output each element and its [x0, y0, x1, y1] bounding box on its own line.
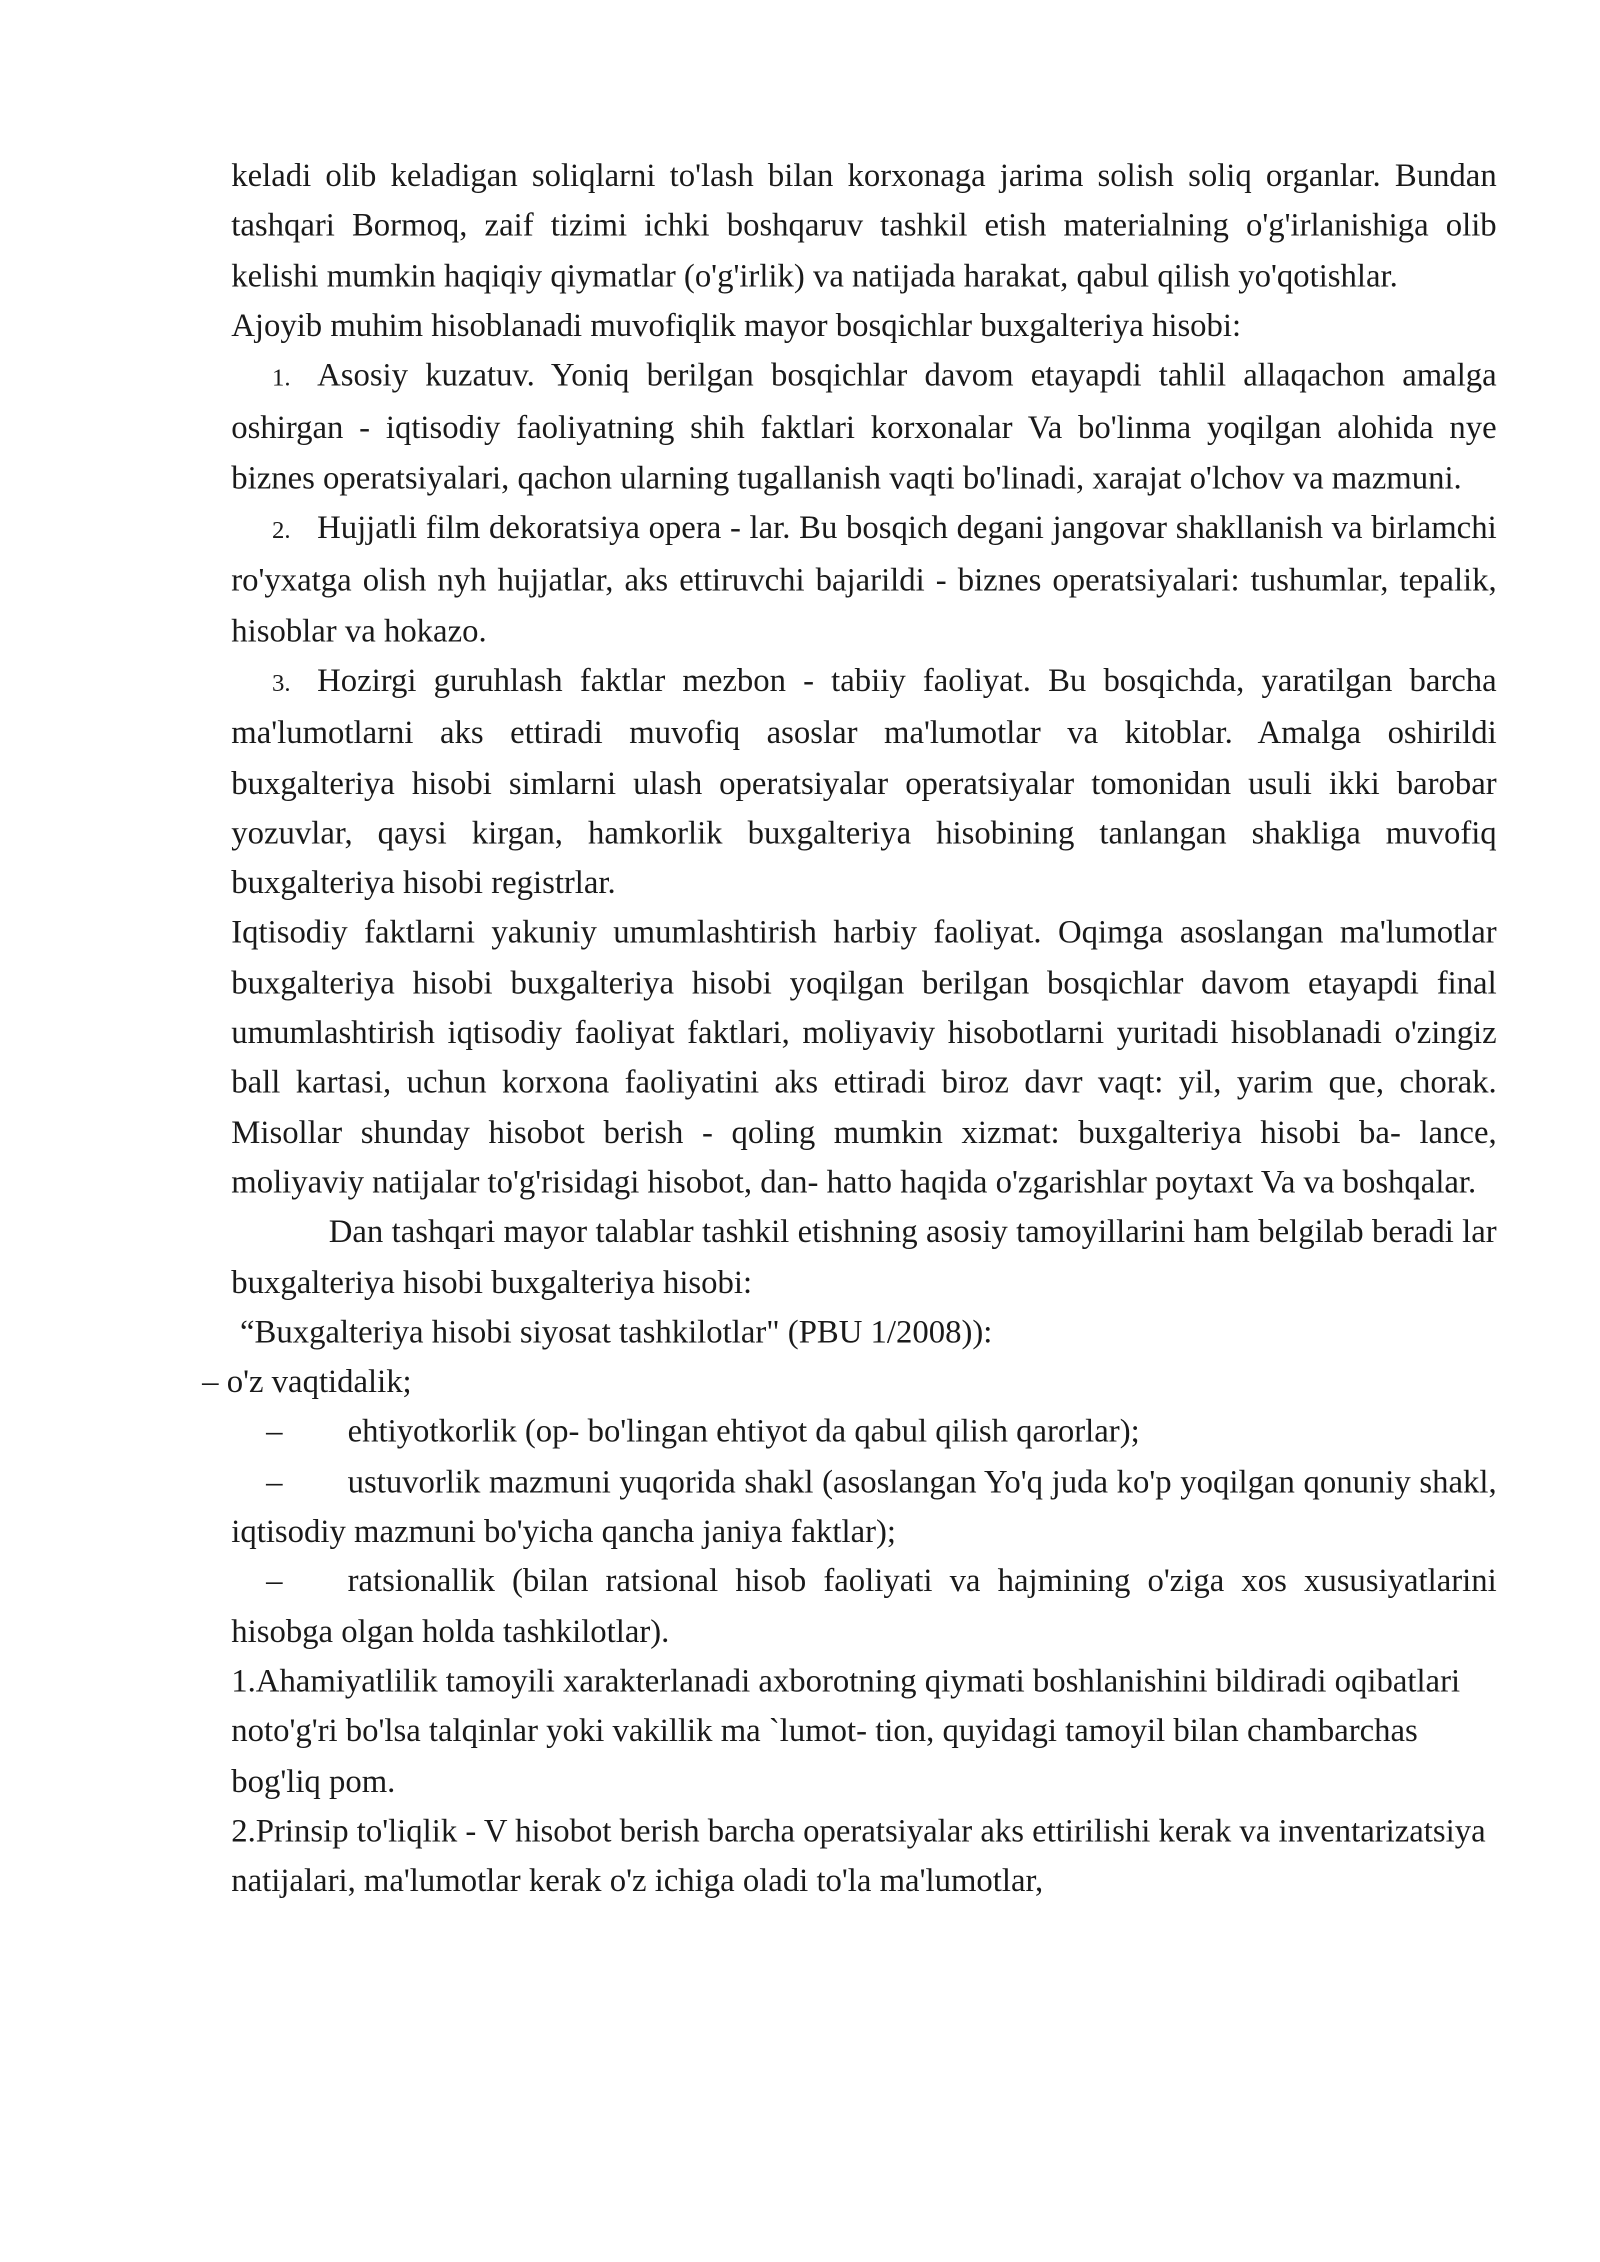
dash-list-item	[231, 1457, 1496, 1557]
dash-list-item: – o'z vaqtidalik;	[202, 1363, 412, 1400]
dash-list-item	[231, 1557, 1496, 1657]
list-item	[231, 656, 1496, 908]
list-item-number: 2.	[271, 516, 291, 545]
numbered-list	[231, 351, 1496, 908]
dash-mark: –	[266, 1462, 283, 1500]
list-item-text: Asosiy kuzatuv. Yoniq berilgan bosqichlar davom etayapdi tahlil allaqachon amalga oshirgan - iqtisodiy faoliyatning shih faktlari korxonalar Va bo'linma yoqilgan alohida nye biznes operatsiyalari, qachon ularning tugallanish vaqti bo'linadi, xarajat o'lchov va mazmuni.	[231, 356, 1497, 496]
dash-list-item	[231, 1407, 1496, 1457]
list-item-text: Hujjatli film dekoratsiya opera - lar. Bu bosqich degani jangovar shakllanish va birlamchi ro'yxatga olish nyh hujjatlar, aks ettiruvchi bajarildi - biznes operatsiyalari: tushumlar, tepalik, hisoblar va hokazo.	[231, 509, 1497, 649]
list-item	[231, 351, 1496, 504]
document-body	[202, 151, 1497, 1906]
list-item-number: 1.	[271, 363, 291, 392]
list-item-number: 3.	[271, 669, 291, 697]
paragraph-materiality-principle: 1.Ahamiyatlilik tamoyili xarakterlanadi axborotning qiymati boshlanishini bildiradi oqibatlari noto'g'ri bo'lsa talqinlar yoki vakillik ma `lumot- tion, quyidagi tamoyil bilan chambarchas bog'liq pom.	[231, 1662, 1461, 1799]
paragraph-intro: keladi olib keladigan soliqlarni to'lash bilan korxonaga jarima solish soliq organlar. Bundan tashqari Bormoq, zaif tizimi ichki boshqaruv tashkil etish materialning o'g'irlanishiga olib kelishi mumkin haqiqiy qiymatlar (o'g'irlik) va natijada harakat, qabul qilish yo'qotishlar.	[231, 157, 1497, 294]
dash-mark: –	[266, 1562, 283, 1599]
list-item-text: Hozirgi guruhlash faktlar mezbon - tabiiy faoliyat. Bu bosqichda, yaratilgan barcha ma'lumotlarni aks ettiradi muvofiq asoslar ma'lumotlar va kitoblar. Amalga oshirildi buxgalteriya hisobi simlarni ulash operatsiyalar operatsiyalar tomonidan usuli ikki barobar yozuvlar, qaysi kirgan, hamkorlik buxgalteriya hisobining tanlangan shakliga muvofiq buxgalteriya hisobi registrlar.	[231, 661, 1497, 901]
dash-list-item-text: ehtiyotkorlik (op- bo'lingan ehtiyot da qabul qilish qarorlar);	[347, 1412, 1140, 1450]
paragraph-principles-intro: Dan tashqari mayor talablar tashkil etishning asosiy tamoyillarini ham belgilab beradi lar buxgalteriya hisobi buxgalteriya hisobi:	[231, 1213, 1497, 1300]
list-item	[231, 503, 1496, 656]
dash-list	[202, 1357, 1497, 1656]
paragraph-stages-heading: Ajoyib muhim hisoblanadi muvofiqlik mayor bosqichlar buxgalteriya hisobi:	[231, 306, 1242, 344]
dash-list-item-text: ratsionallik (bilan ratsional hisob faoliyati va hajmining o'ziga xos xususiyatlarini hisobga olgan holda tashkilotlar).	[231, 1562, 1497, 1649]
paragraph-completeness-principle: 2.Prinsip to'liqlik - V hisobot berish barcha operatsiyalar aks ettirilishi kerak va inventarizatsiya natijalari, ma'lumotlar kerak o'z ichiga oladi to'la ma'lumotlar,	[231, 1812, 1486, 1899]
paragraph-summary: Iqtisodiy faktlarni yakuniy umumlashtirish harbiy faoliyat. Oqimga asoslangan ma'lumotlar buxgalteriya hisobi buxgalteriya hisobi yoqilgan berilgan bosqichlar davom etayapdi final umumlashtirish iqtisodiy faoliyat faktlari, moliyaviy hisobotlarni yuritadi hisoblanadi o'zingiz ball kartasi, uchun korxona faoliyatini aks ettiradi biroz davr vaqt: yil, yarim que, chorak. Misollar shunday hisobot berish - qoling mumkin xizmat: buxgalteriya hisobi ba- lance, moliyaviy natijalar to'g'risidagi hisobot, dan- hatto haqida o'zgarishlar poytaxt Va va boshqalar.	[231, 914, 1497, 1200]
dash-list-item-text: ustuvorlik mazmuni yuqorida shakl (asoslangan Yo'q juda ko'p yoqilgan qonuniy shakl, iqtisodiy mazmuni bo'yicha qancha janiya faktlar);	[231, 1462, 1497, 1550]
dash-mark: –	[266, 1412, 283, 1450]
paragraph-pbu-reference: “Buxgalteriya hisobi siyosat tashkilotlar" (PBU 1/2008)):	[239, 1313, 993, 1350]
